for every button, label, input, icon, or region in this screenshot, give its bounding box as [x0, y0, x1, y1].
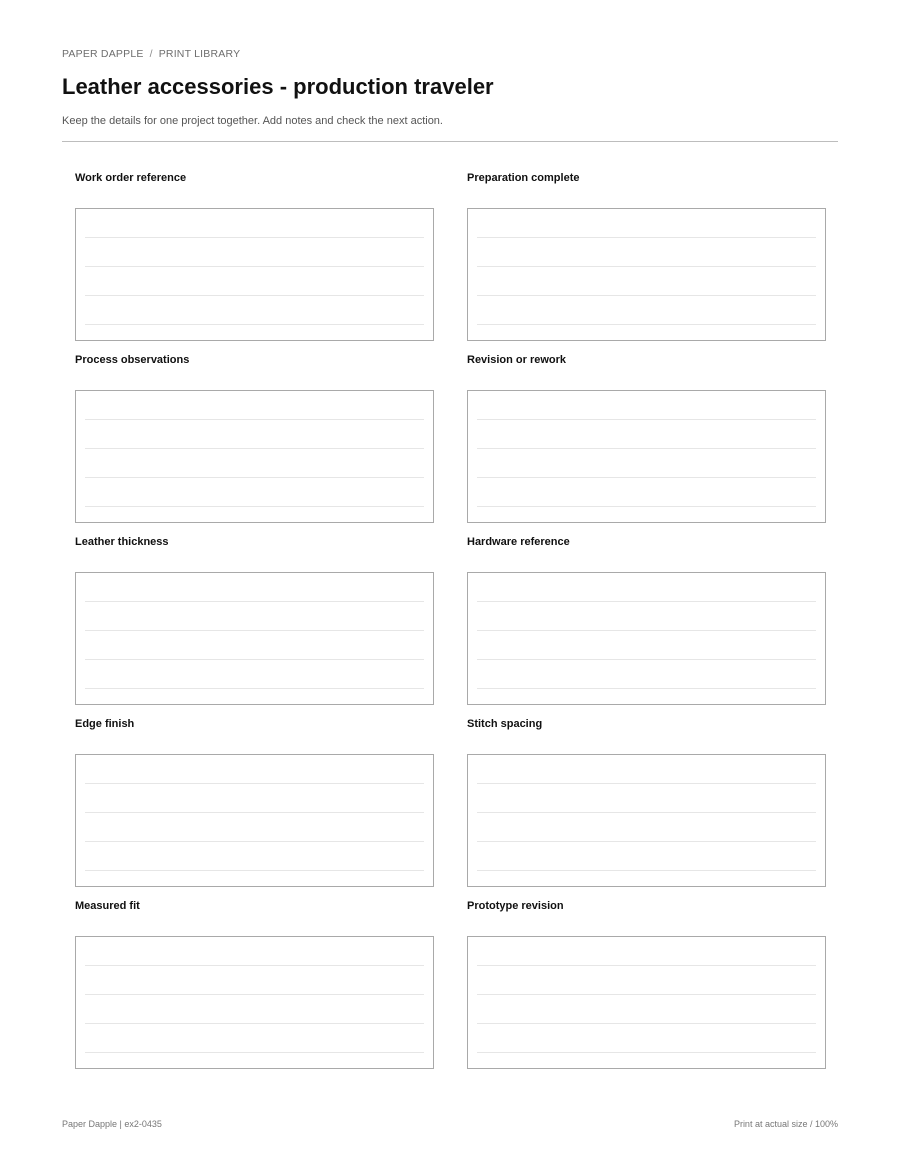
- writing-line: [85, 812, 424, 813]
- field-process-observations: [75, 354, 434, 522]
- writing-line: [477, 477, 816, 478]
- writing-line: [477, 295, 816, 296]
- writing-line: [85, 324, 424, 325]
- writing-line: [477, 237, 816, 238]
- writing-line: [85, 601, 424, 602]
- footer-document-id: Paper Dapple | ex2-0435: [62, 1119, 162, 1129]
- field-hardware-reference: [467, 536, 826, 704]
- field-label: Prototype revision: [467, 900, 564, 912]
- field-label: Preparation complete: [467, 172, 580, 184]
- breadcrumb-item-library[interactable]: PRINT LIBRARY: [158, 48, 241, 60]
- header-divider: [62, 141, 838, 142]
- field-label: Edge finish: [75, 718, 135, 730]
- form-fields-grid: [75, 172, 826, 1068]
- writing-line: [477, 870, 816, 871]
- writing-line: [477, 994, 816, 995]
- writing-line: [85, 870, 424, 871]
- writing-line: [85, 1052, 424, 1053]
- field-label: Leather thickness: [75, 536, 169, 548]
- writing-line: [477, 601, 816, 602]
- writing-line: [477, 419, 816, 420]
- breadcrumb-separator: /: [149, 48, 153, 60]
- field-label: Process observations: [75, 354, 190, 366]
- field-stitch-spacing: [467, 718, 826, 886]
- writing-box[interactable]: [467, 572, 826, 705]
- writing-line: [85, 237, 424, 238]
- page-title: Leather accessories - production traveler: [62, 74, 494, 99]
- writing-line: [85, 477, 424, 478]
- page-subtitle: Keep the details for one project together. Add notes and check the next action.: [62, 115, 443, 127]
- writing-line: [85, 448, 424, 449]
- field-measured-fit: [75, 900, 434, 1068]
- writing-line: [477, 841, 816, 842]
- field-edge-finish: [75, 718, 434, 886]
- field-label: Revision or rework: [467, 354, 567, 366]
- writing-line: [85, 965, 424, 966]
- writing-line: [85, 994, 424, 995]
- field-work-order-reference: [75, 172, 434, 340]
- writing-line: [85, 295, 424, 296]
- field-label: Work order reference: [75, 172, 187, 184]
- writing-box[interactable]: [467, 208, 826, 341]
- field-prototype-revision: [467, 900, 826, 1068]
- breadcrumb: [62, 48, 240, 60]
- writing-line: [85, 630, 424, 631]
- field-label: Hardware reference: [467, 536, 570, 548]
- field-leather-thickness: [75, 536, 434, 704]
- writing-line: [85, 1023, 424, 1024]
- field-label: Stitch spacing: [467, 718, 543, 730]
- writing-line: [477, 1052, 816, 1053]
- writing-line: [477, 1023, 816, 1024]
- field-revision-or-rework: [467, 354, 826, 522]
- writing-box[interactable]: [467, 754, 826, 887]
- writing-line: [477, 965, 816, 966]
- writing-line: [85, 688, 424, 689]
- writing-line: [477, 659, 816, 660]
- writing-line: [477, 324, 816, 325]
- writing-line: [85, 419, 424, 420]
- writing-box[interactable]: [75, 754, 434, 887]
- writing-line: [477, 812, 816, 813]
- writing-line: [85, 783, 424, 784]
- writing-line: [477, 688, 816, 689]
- writing-line: [85, 506, 424, 507]
- writing-line: [477, 506, 816, 507]
- field-preparation-complete: [467, 172, 826, 340]
- footer-print-note: Print at actual size / 100%: [733, 1119, 838, 1129]
- writing-box[interactable]: [467, 936, 826, 1069]
- writing-line: [477, 266, 816, 267]
- writing-box[interactable]: [467, 390, 826, 523]
- breadcrumb-item-brand[interactable]: PAPER DAPPLE: [62, 48, 144, 60]
- writing-line: [477, 630, 816, 631]
- writing-line: [477, 448, 816, 449]
- writing-box[interactable]: [75, 390, 434, 523]
- writing-box[interactable]: [75, 936, 434, 1069]
- writing-line: [477, 783, 816, 784]
- writing-line: [85, 266, 424, 267]
- writing-line: [85, 841, 424, 842]
- writing-box[interactable]: [75, 572, 434, 705]
- writing-line: [85, 659, 424, 660]
- field-label: Measured fit: [75, 900, 140, 912]
- writing-box[interactable]: [75, 208, 434, 341]
